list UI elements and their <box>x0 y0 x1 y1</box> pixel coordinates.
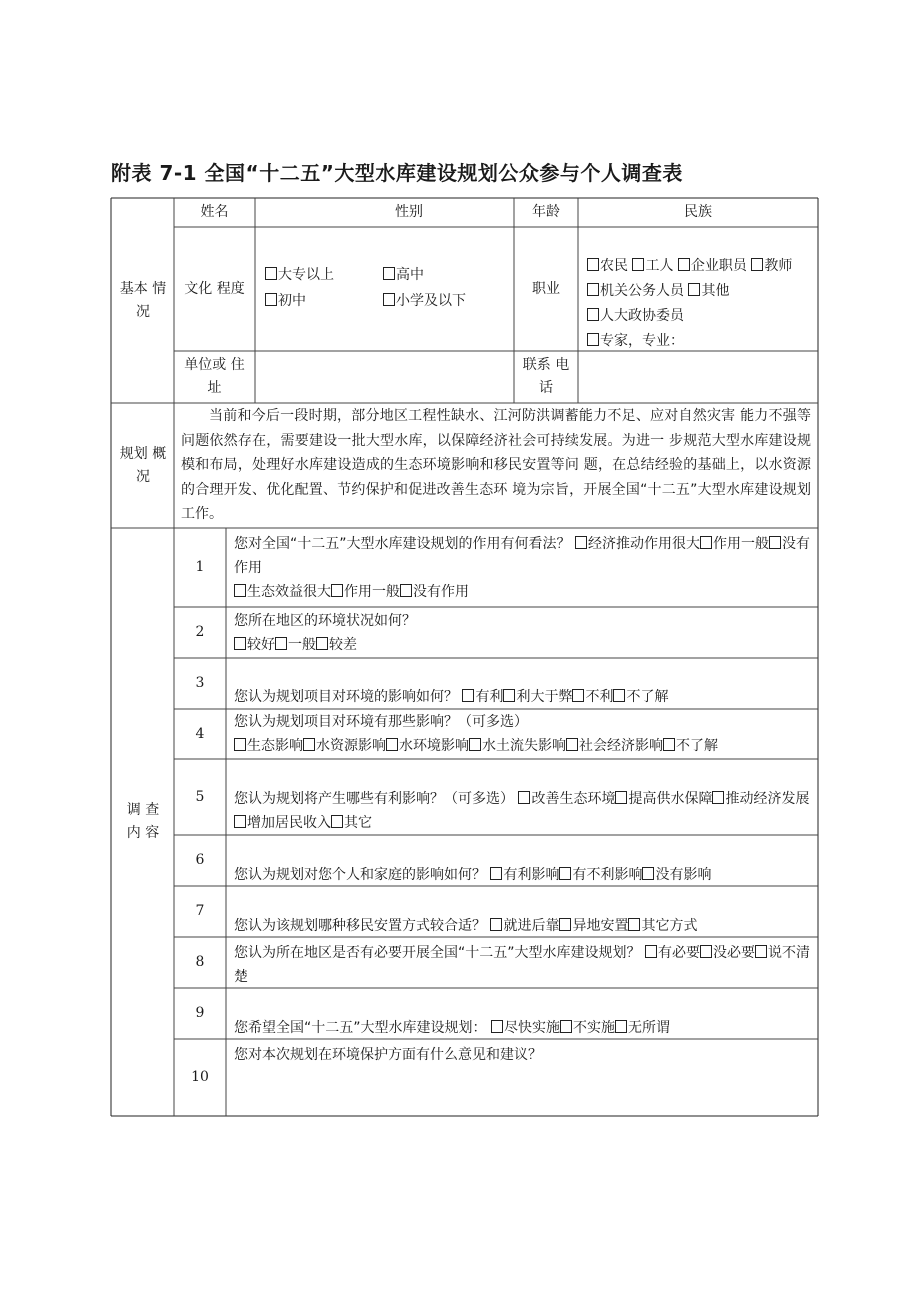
checkbox-icon <box>383 267 395 280</box>
checkbox-icon <box>400 584 412 597</box>
answer-option[interactable]: 水土流失影响 <box>469 738 566 754</box>
question-number: 8 <box>195 954 205 970</box>
checkbox-icon <box>331 815 343 828</box>
name-gender-row <box>255 198 514 227</box>
checkbox-icon <box>234 584 246 597</box>
answer-option[interactable]: 水环境影响 <box>386 738 469 754</box>
checkbox-icon <box>587 333 599 346</box>
checkbox-icon <box>566 738 578 751</box>
checkbox-icon <box>316 637 328 650</box>
question-number: 7 <box>195 903 205 919</box>
occupation-option[interactable]: 专家，专业： <box>587 333 684 349</box>
checkbox-icon <box>275 637 287 650</box>
phone-field[interactable] <box>578 351 818 403</box>
checkbox-icon <box>587 283 599 296</box>
education-label: 文化 程度 <box>184 280 245 297</box>
checkbox-icon <box>688 283 700 296</box>
answer-option[interactable]: 社会经济影响 <box>566 738 663 754</box>
checkbox-icon <box>518 791 530 804</box>
checkbox-icon <box>234 738 246 751</box>
question-number: 9 <box>195 1005 205 1021</box>
occupation-option[interactable]: 机关公务人员 <box>587 283 684 299</box>
answer-option[interactable]: 增加居民收入 <box>234 815 331 831</box>
checkbox-icon <box>613 689 625 702</box>
checkbox-icon <box>575 536 587 549</box>
occupation-options <box>578 227 818 351</box>
occupation-option[interactable]: 人大政协委员 <box>587 308 684 324</box>
answer-option[interactable]: 没有影响 <box>642 867 711 883</box>
answer-option[interactable]: 没必要 <box>700 945 755 961</box>
question-number: 6 <box>195 852 205 868</box>
age-label: 年龄 <box>532 204 560 220</box>
answer-option[interactable]: 作用一般 <box>331 584 400 600</box>
checkbox-icon <box>559 918 571 931</box>
address-label: 单位或 住址 <box>184 357 245 396</box>
name-label: 姓名 <box>200 204 229 220</box>
checkbox-icon <box>265 293 277 306</box>
checkbox-icon <box>663 738 675 751</box>
checkbox-icon <box>642 867 654 880</box>
checkbox-icon <box>559 867 571 880</box>
answer-option[interactable]: 尽快实施 <box>491 1020 560 1036</box>
checkbox-icon <box>755 945 767 958</box>
answer-option[interactable]: 就进后靠 <box>490 918 559 934</box>
answer-option[interactable]: 无所谓 <box>615 1020 670 1036</box>
checkbox-icon <box>265 267 277 280</box>
question-10: 您对本次规划在环境保护方面有什么意见和建议？ <box>234 1047 542 1063</box>
education-option[interactable]: 初中 <box>265 290 306 313</box>
question-number: 5 <box>195 788 205 805</box>
question-3: 您认为规划项目对环境的影响如何？ 有利 利大于弊 不利 不了解 <box>234 689 669 705</box>
question-6: 您认为规划对您个人和家庭的影响如何？ 有利影响 有不利影响 没有影响 <box>234 867 712 883</box>
checkbox-icon <box>560 1020 572 1033</box>
checkbox-icon <box>331 584 343 597</box>
checkbox-icon <box>751 258 763 271</box>
ethnicity-label: 民族 <box>684 204 712 220</box>
answer-option[interactable]: 异地安置 <box>559 918 628 934</box>
answer-option[interactable]: 水资源影响 <box>303 738 386 754</box>
checkbox-icon <box>469 738 481 751</box>
education-option[interactable]: 小学及以下 <box>383 290 466 313</box>
question-number: 2 <box>195 624 205 640</box>
answer-option[interactable]: 改善生态环境 <box>518 791 615 807</box>
education-option[interactable]: 大专以上 <box>265 264 334 287</box>
question-number: 10 <box>191 1069 209 1085</box>
answer-option[interactable]: 生态影响 <box>234 738 303 754</box>
question-number: 4 <box>195 725 205 742</box>
answer-option[interactable]: 没有作用 <box>400 584 469 600</box>
question-2: 您所在地区的环境状况如何？ 较好 一般 较差 <box>234 613 416 653</box>
question-5: 您认为规划将产生哪些有利影响？（可多选） 改善生态环境 提高供水保障 推动经济发展 增加居民收入 其它 <box>234 791 810 831</box>
answer-option[interactable]: 不实施 <box>560 1020 615 1036</box>
answer-option[interactable]: 作用一般 <box>700 536 769 552</box>
checkbox-icon <box>503 689 515 702</box>
question-9: 您希望全国“十二五”大型水库建设规划： 尽快实施 不实施 无所谓 <box>234 1020 670 1036</box>
question-number: 3 <box>195 675 205 691</box>
occupation-label: 职业 <box>532 280 560 297</box>
checkbox-icon <box>490 918 502 931</box>
answer-option[interactable]: 经济推动作用很大 <box>575 536 700 552</box>
checkbox-icon <box>700 945 712 958</box>
question-7: 您认为该规划哪种移民安置方式较合适？ 就进后靠 异地安置 其它方式 <box>234 918 698 934</box>
answer-option[interactable]: 不利 <box>572 689 613 705</box>
basic-section-label: 基本 情况 <box>119 281 167 320</box>
answer-option[interactable]: 没有作用 <box>234 536 810 576</box>
answer-option[interactable]: 有不利影响 <box>559 867 642 883</box>
occupation-option[interactable]: 其他 <box>688 283 729 299</box>
checkbox-icon <box>572 689 584 702</box>
checkbox-icon <box>615 791 627 804</box>
occupation-option[interactable]: 农民 <box>587 258 628 274</box>
answer-option[interactable]: 推动经济发展 <box>712 791 809 807</box>
gender-label: 性别 <box>395 204 423 220</box>
checkbox-icon <box>234 637 246 650</box>
education-options <box>255 227 514 351</box>
checkbox-icon <box>587 308 599 321</box>
occupation-option[interactable]: 企业职员 <box>678 258 747 274</box>
address-field[interactable] <box>255 351 514 403</box>
answer-option[interactable]: 有利 <box>462 689 503 705</box>
checkbox-icon <box>615 1020 627 1033</box>
overview-section-label: 规划 概况 <box>119 445 167 485</box>
checkbox-icon <box>700 536 712 549</box>
answer-option[interactable]: 利大于弊 <box>503 689 572 705</box>
checkbox-icon <box>383 293 395 306</box>
answer-option[interactable]: 不了解 <box>663 738 718 754</box>
checkbox-icon <box>386 738 398 751</box>
question-number: 1 <box>195 559 205 575</box>
education-option[interactable]: 高中 <box>383 264 424 287</box>
checkbox-icon <box>678 258 690 271</box>
answer-option[interactable]: 有利影响 <box>490 867 559 883</box>
answer-option[interactable]: 较差 <box>316 637 357 653</box>
checkbox-icon <box>462 689 474 702</box>
checkbox-icon <box>234 815 246 828</box>
phone-label: 联系 电话 <box>522 357 570 396</box>
overview-text: 当前和今后一段时期，部分地区工程性缺水、江河防洪调蓄能力不足、应对自然灾害 能力不强等问题依然存在，需要建设一批大型水库，以保障经济社会可持续发展。为进一 步规范大型水库建设规模和布局，处理好水库建设造成的生态环境影响和移民安置等问 题，在总结经验的基础上，以水资源的合理开发、优化配置、节约保护和促进改善生态环 境为宗旨，开展全国“十二五”大型水库建设规划工作。 <box>181 408 811 522</box>
answer-option[interactable]: 较好 <box>234 637 275 653</box>
checkbox-icon <box>628 918 640 931</box>
checkbox-icon <box>769 536 781 549</box>
checkbox-icon <box>491 1020 503 1033</box>
answer-option[interactable]: 一般 <box>275 637 316 653</box>
answer-option[interactable]: 生态效益很大 <box>234 584 331 600</box>
survey-section-label: 调 查 内 容 <box>126 802 160 841</box>
question-1: 您对全国“十二五”大型水库建设规划的作用有何看法？ 经济推动作用很大 作用一般 没有作用 生态效益很大 作用一般 没有作用 <box>234 536 810 600</box>
question-4: 您认为规划项目对环境有那些影响？（可多选） 生态影响 水资源影响 水环境影响 水土流失影响 社会经济影响 不了解 <box>234 714 718 754</box>
answer-option[interactable]: 其它方式 <box>628 918 697 934</box>
answer-option[interactable]: 有必要 <box>645 945 700 961</box>
page-title: 附表 7-1 全国“十二五”大型水库建设规划公众参与个人调查表 <box>111 161 683 185</box>
checkbox-icon <box>587 258 599 271</box>
answer-option[interactable]: 说不清楚 <box>234 945 810 985</box>
occupation-option[interactable]: 工人 <box>632 258 673 274</box>
answer-option[interactable]: 不了解 <box>613 689 668 705</box>
checkbox-icon <box>303 738 315 751</box>
checkbox-icon <box>490 867 502 880</box>
suggestion-field[interactable] <box>234 1068 814 1114</box>
checkbox-icon <box>632 258 644 271</box>
answer-option[interactable]: 提高供水保障 <box>615 791 712 807</box>
checkbox-icon <box>712 791 724 804</box>
checkbox-icon <box>645 945 657 958</box>
occupation-option[interactable]: 教师 <box>751 258 792 274</box>
question-8: 您认为所在地区是否有必要开展全国“十二五”大型水库建设规划？ 有必要 没必要 说不清楚 <box>234 945 810 985</box>
answer-option[interactable]: 其它 <box>331 815 372 831</box>
